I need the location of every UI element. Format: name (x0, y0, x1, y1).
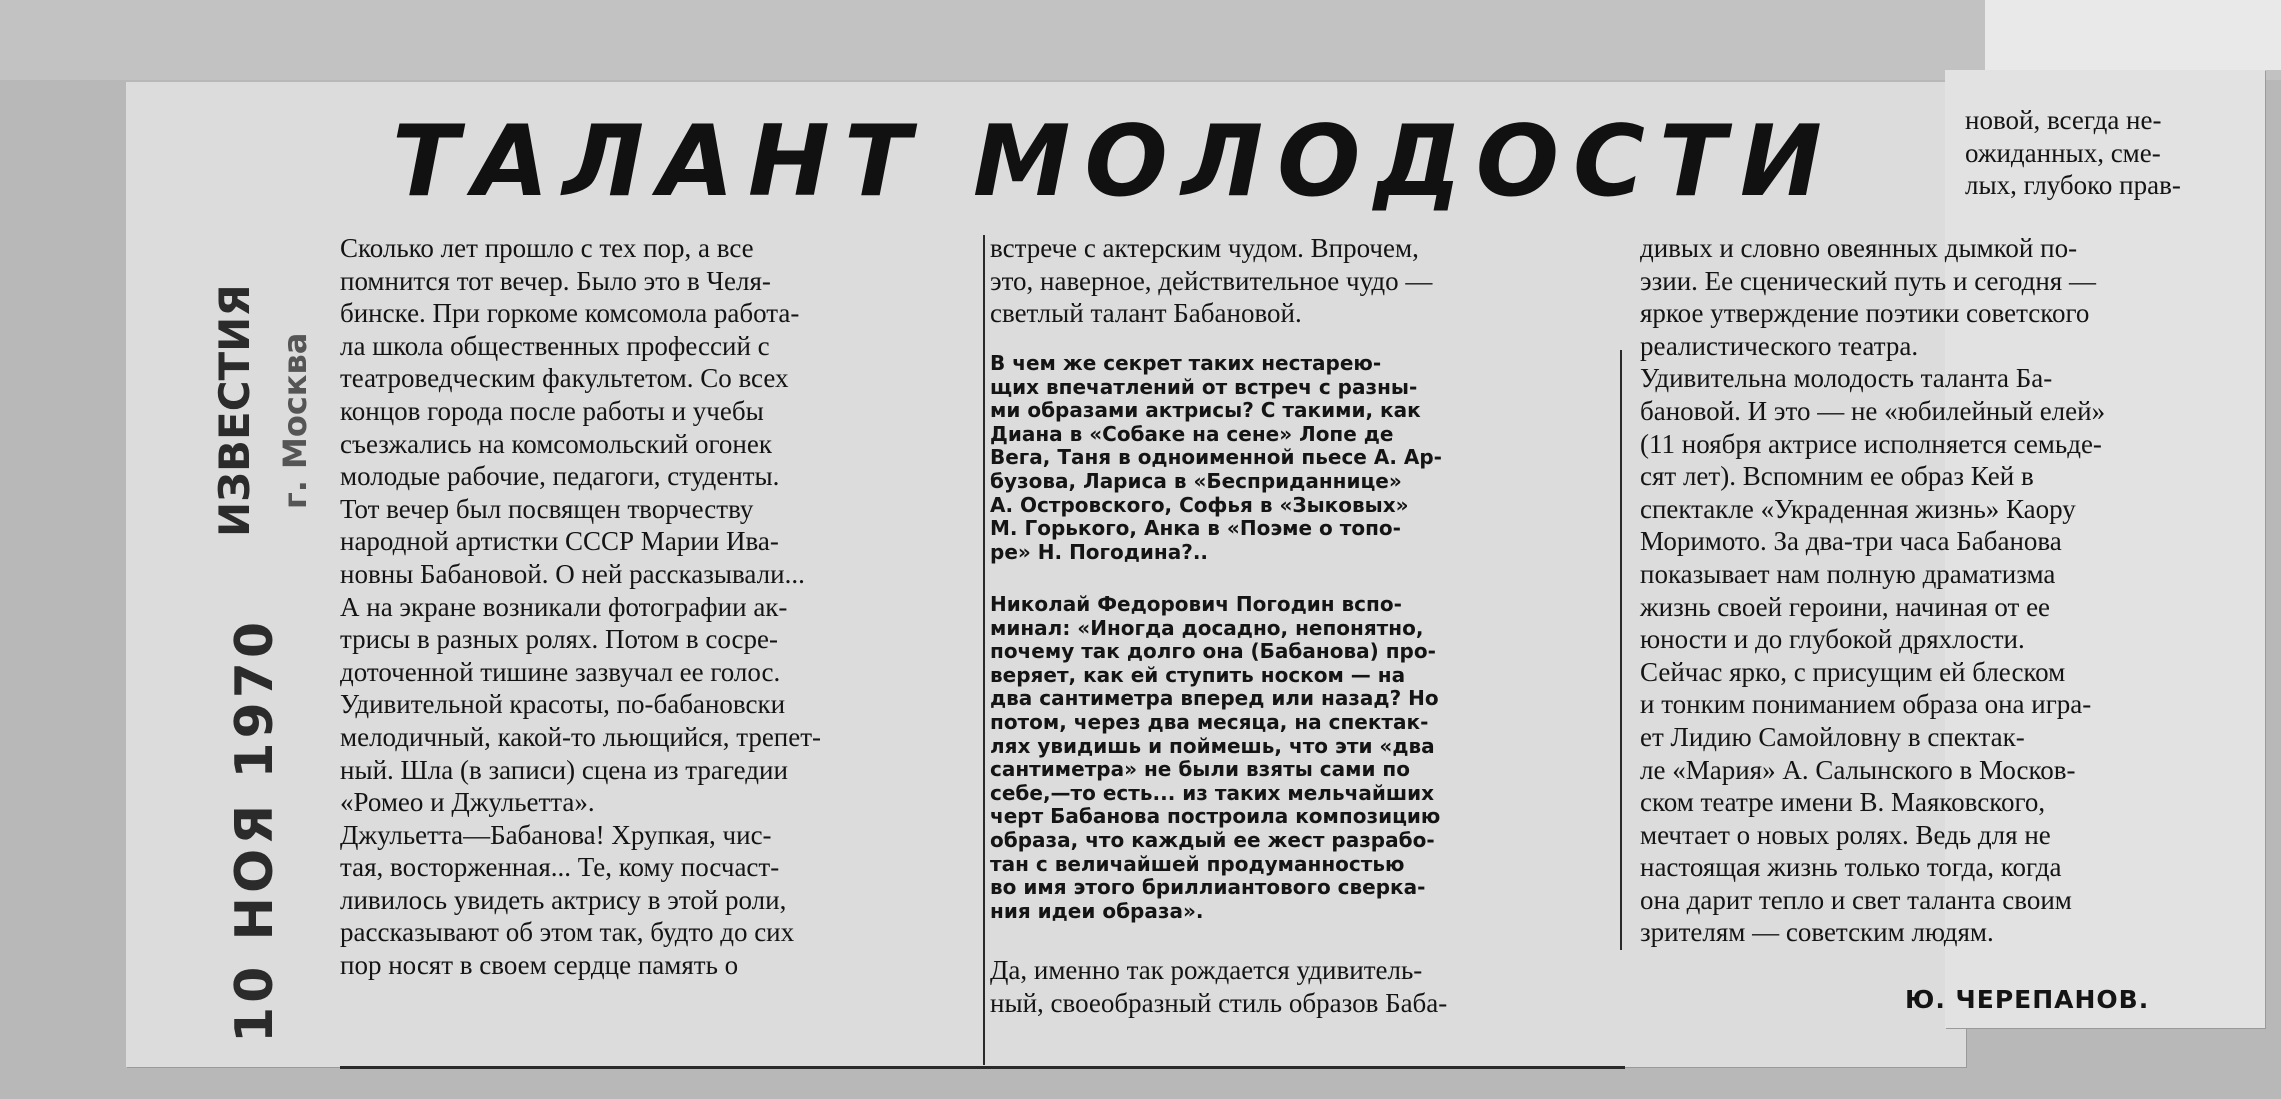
stamp-city: г. Москва (276, 332, 314, 509)
article-column-3: дивых и словно овеянных дымкой по- эзии. Ее сценический путь и сегодня — яркое утверждение поэтики советского реалистического театра. Удивительна молодость таланта Ба- бановой. И это — не «юбилейный елей» (11 ноября актрисе исполняется семьде- сят лет). Вспомним ее образ Кей в спектакле «Украденная жизнь» Каору Моримото. За два-три часа Бабанова показывает нам полную драматизма жизнь своей героини, начиная от ее юности и до глубокой дряхлости. Сейчас ярко, с присущим ей блеском и тонким пониманием образа она игра- ет Лидию Самойловну в спектак- ле «Мария» А. Салынского в Москов- ском театре имени В. Маяковского, мечтает о новых ролях. Ведь для не настоящая жизнь только тогда, когда она дарит тепло и свет таланта своим зрителям — советским людям. (1640, 233, 2106, 948)
article-column-4: новой, всегда не- ожиданных, сме- лых, глубоко прав- (1965, 105, 2181, 201)
article-column-2-top: встрече с актерским чудом. Впрочем, это, наверное, действительное чудо — светлый талант Бабановой. (990, 233, 1433, 329)
article-column-2-bottom: Да, именно так рождается удивитель- ный, своеобразный стиль образов Баба- (990, 955, 1448, 1018)
background-top (0, 0, 2281, 80)
bold-paragraph-questions: В чем же секрет таких нестарею- щих впечатлений от встреч с разны- ми образами актрисы? С такими, как Диана в «Собаке на сене» Лопе де Вега, Таня в одноименной пьесе А. Ар- бузова, Лариса в «Бесприданнице» А. Островского, Софья в «Зыковых» М. Горького, Анка в «Поэме о топо- ре» Н. Погодина?.. (990, 351, 1442, 564)
bottom-rule (340, 1066, 1625, 1069)
column-separator (983, 235, 985, 1065)
stamp-date: 10 НОЯ 1970 (225, 617, 285, 1043)
background-right (1985, 0, 2281, 70)
article-column-1: Сколько лет прошло с тех пор, а все помнится тот вечер. Было это в Челя- бинске. При горкоме комсомола работа- ла школа общественных профессий с театроведческим факультетом. Со всех концов города после работы и учебы съезжались на комсомольский огонек молодые рабочие, педагоги, студенты. Тот вечер был посвящен творчеству народной артистки СССР Марии Ива- новны Бабановой. О ней рассказывали... А на экране возникали фотографии ак- трисы в разных ролях. Потом в сосре- доточенной тишине зазвучал ее голос. Удивительной красоты, по-бабановски мелодичный, какой-то льющийся, трепет- ный. Шла (в записи) сцена из трагедии «Ромео и Джульетта». Джульетта—Бабанова! Хрупкая, чис- тая, восторженная... Те, кому посчаст- ливилось увидеть актрису в этой роли, рассказывают об этом так, будто до сих пор носят в своем сердце память о (340, 233, 822, 981)
bold-box-left-rule (1620, 350, 1622, 950)
article-headline: ТАЛАНТ МОЛОДОСТИ (392, 105, 1836, 219)
stamp-newspaper: ИЗВЕСТИЯ (210, 284, 259, 537)
author-signature: Ю. ЧЕРЕПАНОВ. (1905, 985, 2150, 1014)
bold-paragraph-pogodin: Николай Федорович Погодин вспо- минал: «Иногда досадно, непонятно, почему так долго она (Бабанова) про- веряет, как ей ступить носком — на два сантиметра вперед или назад? Но потом, через два месяца, на спектак- лях увидишь и поймешь, что эти «два сантиметра» не были взяты сами по себе,—то есть... из таких мельчайших черт Бабанова построила композицию образа, что каждый ее жест разрабо- тан с величайшей продуманностью во имя этого бриллиантового сверка- ния идеи образа». (990, 592, 1441, 923)
